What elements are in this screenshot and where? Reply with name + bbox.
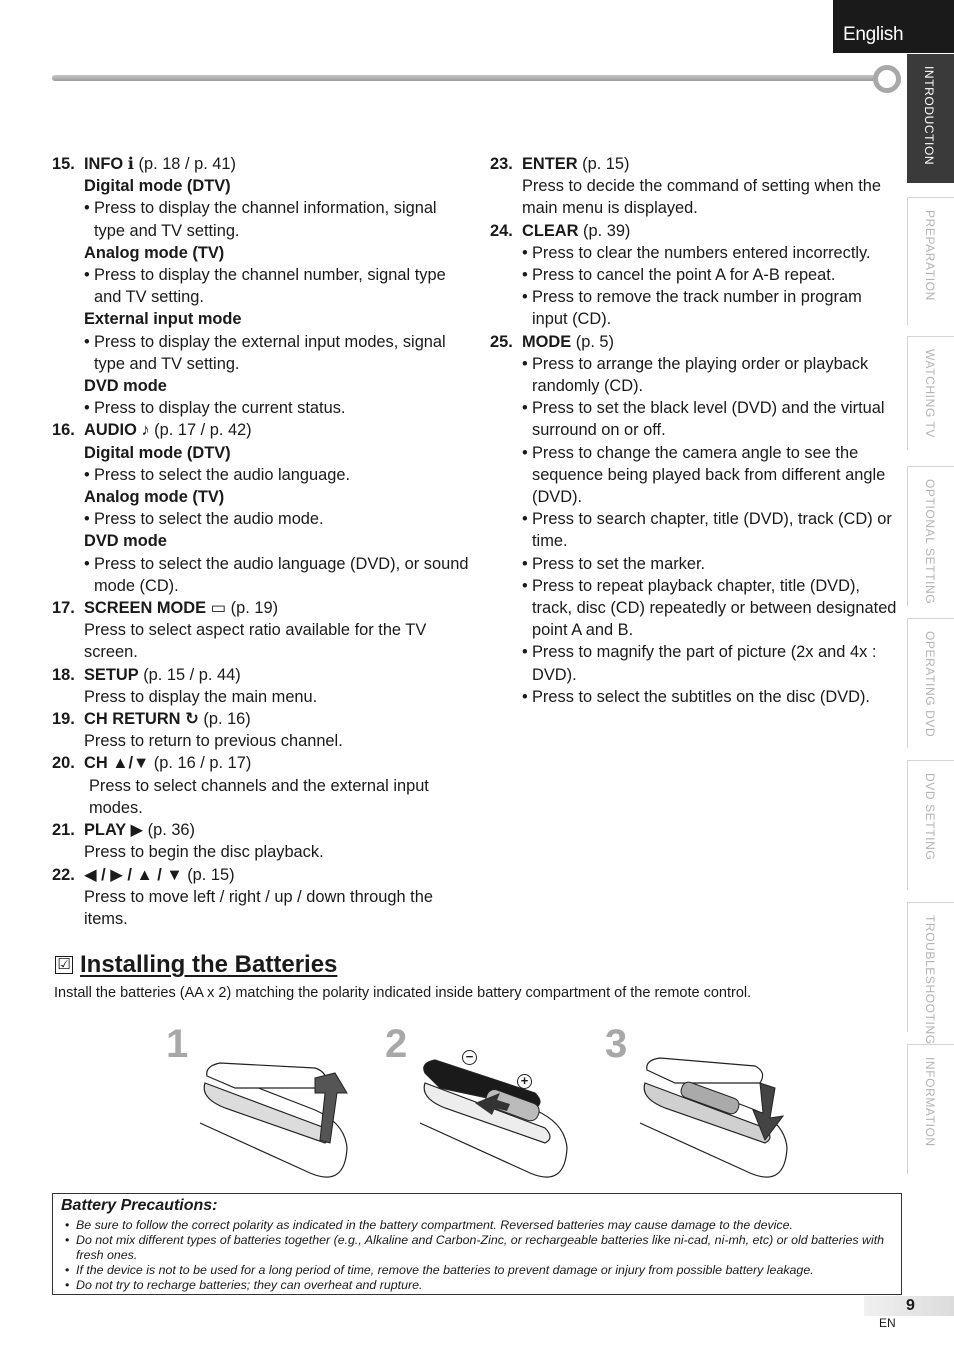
item-19-ch-return: 19. CH RETURN ↻ (p. 16) Press to return to previous channel. [52,710,343,751]
item-23-enter: 23. ENTER (p. 15) Press to decide the command of setting when the main menu is displayed. [490,155,881,218]
batteries-intro: Install the batteries (AA x 2) matching the polarity indicated inside battery compartment of the remote control. [54,985,752,1001]
precaution-item: • If the device is not to be used for a long period of time, remove the batteries to prevent damage or injury from possible battery leakage. [61,1263,893,1278]
step-number-3: 3 [605,1022,628,1066]
item-22-cursor-keys: 22. ◀ / ▶ / ▲ / ▼ (p. 15) Press to move left / right / up / down through the items. [52,865,433,928]
remote-insert-batteries-illustration [415,1048,575,1178]
remote-close-cover-illustration [635,1048,795,1178]
side-tab-dvd-setting[interactable]: DVD SETTING [907,760,954,890]
item-15-info: 15. INFO ℹ (p. 18 / p. 41) Digital mode (DTV) • Press to display the channel information, signal type and TV setting. Analog mode (TV) • Press to display the channel number, signal type and TV setting. External input mode • Press to display the external input modes, signal type and TV setting. DVD mode • Press to display the current status. [52,153,472,419]
side-tab-introduction[interactable]: INTRODUCTION [907,54,954,183]
top-rule [52,75,880,81]
return-icon: ↻ [185,710,199,729]
checkbox-icon: ☑ [55,956,73,974]
language-tab [833,0,954,53]
screen-mode-icon: ▭ [210,599,227,618]
precaution-item: • Be sure to follow the correct polarity as indicated in the battery compartment. Reversed batteries may cause damage to the device. [61,1218,893,1233]
item-21-play: 21. PLAY ▶ (p. 36) Press to begin the disc playback. [52,821,324,862]
side-tab-information[interactable]: INFORMATION [907,1044,954,1174]
top-rule-knob [873,65,901,93]
left-column [52,153,472,930]
minus-polarity-icon: − [462,1050,477,1065]
music-note-icon: ♪ [141,421,150,440]
side-tab-optional-setting[interactable]: OPTIONAL SETTING [907,466,954,606]
battery-precautions-box [52,1193,902,1295]
side-tab-preparation[interactable]: PREPARATION [907,197,954,325]
step-number-2: 2 [385,1022,408,1066]
precautions-title: Battery Precautions: [61,1197,218,1214]
item-25-mode: 25. MODE (p. 5) • Press to arrange the playing order or playback randomly (CD). • Press to set the black level (DVD) and the virtual surround on or off. • Press to change the camera angle to see the sequence being played back from different angle (DVD). • Press to search chapter, title (DVD), track (CD) or time. • Press to set the marker. • Press to repeat playback chapter, title (DVD), track, disc (CD) repeatedly or between designated point A and B. • Press to magnify the part of picture (2x and 4x : DVD). • Press to select the subtitles on the disc (DVD). [490,331,900,708]
item-17-screen-mode: 17. SCREEN MODE ▭ (p. 19) Press to select aspect ratio available for the TV screen. [52,599,427,662]
side-tab-operating-dvd[interactable]: OPERATING DVD [907,618,954,748]
item-16-audio: 16. AUDIO ♪ (p. 17 / p. 42) Digital mode (DTV) • Press to select the audio language. Analog mode (TV) • Press to select the audio mode. DVD mode • Press to select the audio language (DVD), or sound mode (CD). [52,419,472,597]
precaution-item: • Do not mix different types of batteries together (e.g., Alkaline and Carbon-Zinc, or rechargeable batteries like ni-cad, ni-mh, etc) or old batteries with fresh ones. [61,1233,893,1263]
batteries-section-title: ☑ Installing the Batteries [55,951,337,979]
precaution-item: • Do not try to recharge batteries; they can overheat and rupture. [61,1278,893,1293]
page-language-code: EN [879,1316,896,1330]
plus-polarity-icon: + [517,1074,532,1089]
side-tab-watching-tv[interactable]: WATCHING TV [907,336,954,450]
language-label: English [843,24,904,45]
item-20-ch-up-down: 20. CH ▲/▼ (p. 16 / p. 17) Press to select channels and the external input modes. [52,754,429,817]
right-column [490,153,900,708]
step-number-1: 1 [166,1022,189,1066]
side-tab-troubleshooting[interactable]: TROUBLESHOOTING [907,902,954,1032]
item-18-setup: 18. SETUP (p. 15 / p. 44) Press to display the main menu. [52,665,318,706]
info-icon: ℹ [127,155,134,173]
item-24-clear: 24. CLEAR (p. 39) • Press to clear the numbers entered incorrectly. • Press to cancel the point A for A-B repeat. • Press to remove the track number in program input (CD). [490,220,900,331]
page-number: 9 [864,1296,954,1316]
remote-open-cover-illustration [195,1048,355,1178]
